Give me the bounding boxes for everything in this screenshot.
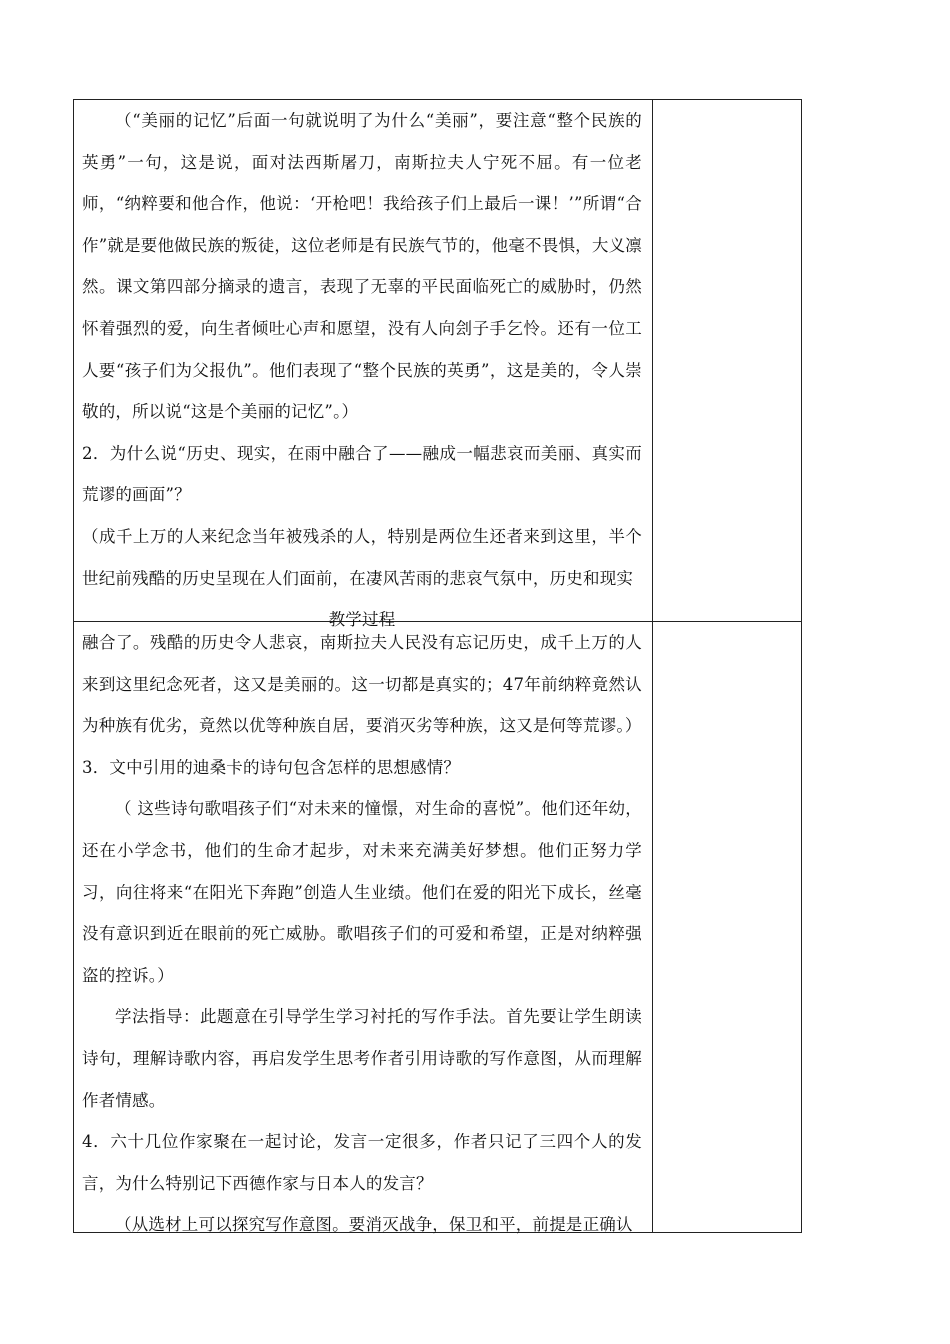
- question-2: 2．为什么说“历史、现实，在雨中融合了——融成一幅悲哀而美丽、真实而荒谬的画面”？: [82, 443, 642, 505]
- study-guide-paragraph: 学法指导：此题意在引导学生学习衬托的写作手法。首先要让学生朗读诗句，理解诗歌内容，再启发学生思考作者引用诗歌的写作意图，从而理解作者情感。: [82, 1007, 642, 1110]
- lesson-plan-table: [73, 99, 802, 1233]
- notes-cell: [653, 100, 802, 622]
- answer-paragraph-2-continued: 融合了。残酷的历史令人悲哀，南斯拉夫人民没有忘记历史，成千上万的人来到这里纪念死者，这又是美丽的。这一切都是真实的；47年前纳粹竟然认为种族有优劣，竟然以优等种族自居，要消灭劣等种族，这又是何等荒谬。）: [82, 633, 642, 736]
- main-content-cell: [74, 100, 653, 630]
- table-row: [74, 622, 802, 1233]
- notes-cell: [653, 622, 802, 1233]
- table-row: [74, 100, 802, 622]
- question-3: 3．文中引用的迪桑卡的诗句包含怎样的思想感情？: [82, 757, 461, 777]
- cell-text-block: [74, 622, 652, 1235]
- cell-text-block: [74, 100, 652, 630]
- answer-paragraph-4: （从选材上可以探究写作意图。要消灭战争，保卫和平，前提是正确认: [115, 1215, 633, 1235]
- main-content-cell: [74, 622, 653, 1233]
- answer-paragraph-3: （ 这些诗句歌唱孩子们“对未来的憧憬，对生命的喜悦”。他们还年幼，还在小学念书，他们的生命才起步，对未来充满美好梦想。他们正努力学习，向往将来“在阳光下奔跑”创造人生业绩。他们在爱的阳光下成长，丝毫没有意识到近在眼前的死亡威胁。歌唱孩子们的可爱和希望，正是对纳粹强盗的控诉。）: [82, 799, 642, 985]
- question-4: 4．六十几位作家聚在一起讨论，发言一定很多，作者只记了三四个人的发言，为什么特别记下西德作家与日本人的发言？: [82, 1132, 642, 1193]
- section-caption: 教学过程: [328, 610, 396, 630]
- answer-paragraph-1: （“美丽的记忆”后面一句就说明了为什么“美丽”，要注意“整个民族的英勇”一句，这是说，面对法西斯屠刀，南斯拉夫人宁死不屈。有一位老师，“纳粹要和他合作，他说：‘开枪吧！我给孩子们上最后一课！’”所谓“合作”就是要他做民族的叛徒，这位老师是有民族气节的，他毫不畏惧，大义凛然。课文第四部分摘录的遗言，表现了无辜的平民面临死亡的威胁时，仍然怀着强烈的爱，向生者倾吐心声和愿望，没有人向刽子手乞怜。还有一位工人要“孩子们为父报仇”。他们表现了“整个民族的英勇”，这是美的，令人崇敬的，所以说“这是个美丽的记忆”。）: [82, 111, 642, 422]
- answer-paragraph-2: （成千上万的人来纪念当年被残杀的人，特别是两位生还者来到这里，半个世纪前残酷的历史呈现在人们面前，在凄风苦雨的悲哀气氛中，历史和现实: [82, 526, 642, 588]
